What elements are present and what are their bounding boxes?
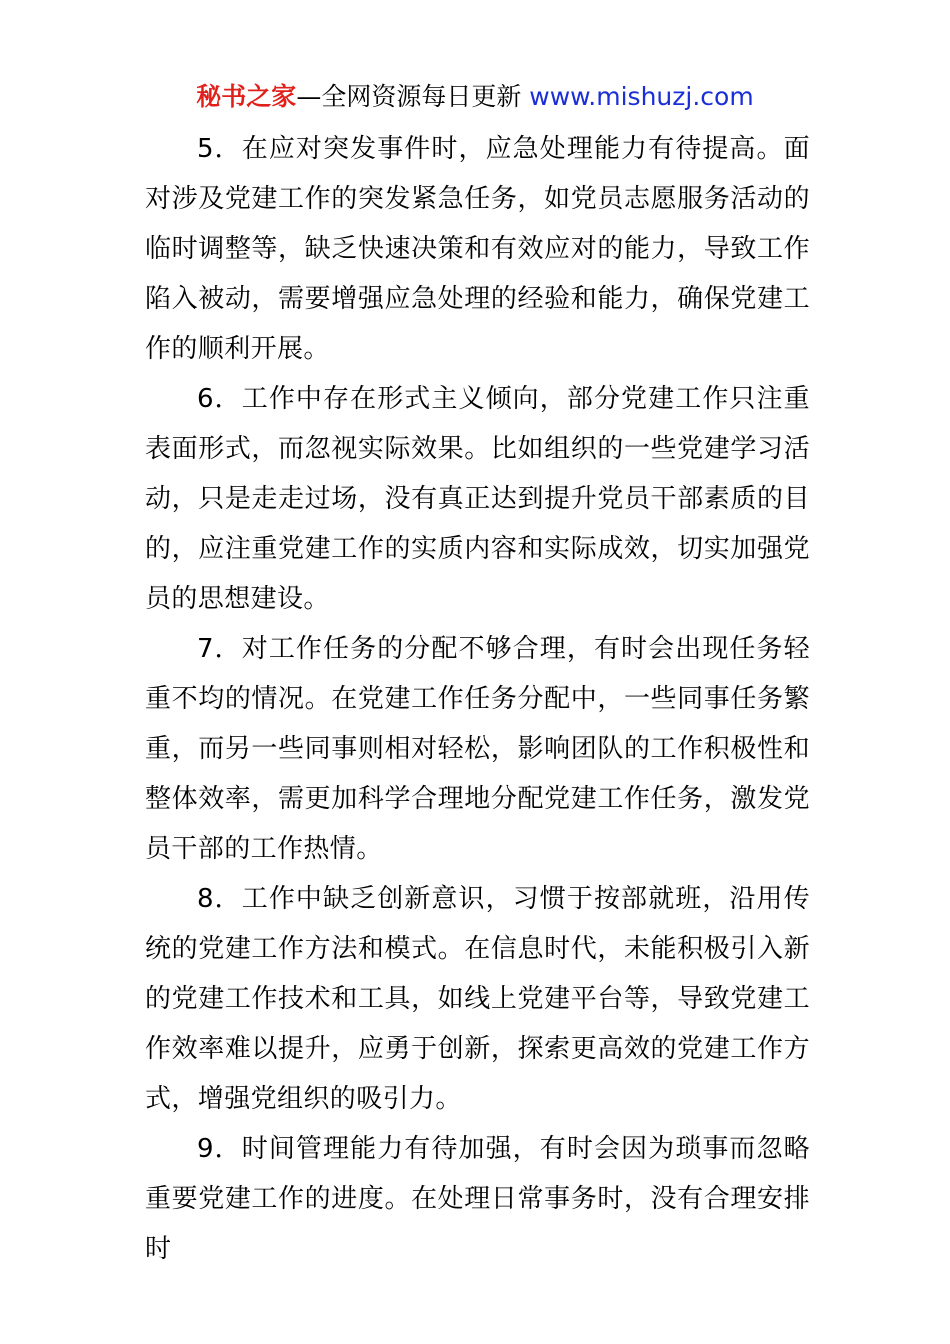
paragraph-8: 8．工作中缺乏创新意识，习惯于按部就班，沿用传统的党建工作方法和模式。在信息时代，未能积极引入新的党建工作技术和工具，如线上党建平台等，导致党建工作效率难以提升，应勇于创新，探索更高效的党建工作方式，增强党组织的吸引力。: [145, 884, 810, 1114]
paragraph-6: 6．工作中存在形式主义倾向，部分党建工作只注重表面形式，而忽视实际效果。比如组织的一些党建学习活动，只是走走过场，没有真正达到提升党员干部素质的目的，应注重党建工作的实质内容和实际成效，切实加强党员的思想建设。: [145, 384, 810, 614]
document-body: [145, 124, 810, 1274]
paragraph-9: 9．时间管理能力有待加强，有时会因为琐事而忽略重要党建工作的进度。在处理日常事务时，没有合理安排时: [145, 1134, 810, 1264]
paragraph-7: 7．对工作任务的分配不够合理，有时会出现任务轻重不均的情况。在党建工作任务分配中，一些同事任务繁重，而另一些同事则相对轻松，影响团队的工作积极性和整体效率，需更加科学合理地分配党建工作任务，激发党员干部的工作热情。: [145, 634, 810, 864]
site-url[interactable]: www.mishuzj.com: [529, 82, 754, 111]
site-tagline: —全网资源每日更新: [296, 82, 530, 111]
site-brand: 秘书之家: [196, 82, 297, 111]
page-header: [0, 80, 950, 114]
paragraph-5: 5．在应对突发事件时，应急处理能力有待提高。面对涉及党建工作的突发紧急任务，如党员志愿服务活动的临时调整等，缺乏快速决策和有效应对的能力，导致工作陷入被动，需要增强应急处理的经验和能力，确保党建工作的顺利开展。: [145, 134, 810, 364]
